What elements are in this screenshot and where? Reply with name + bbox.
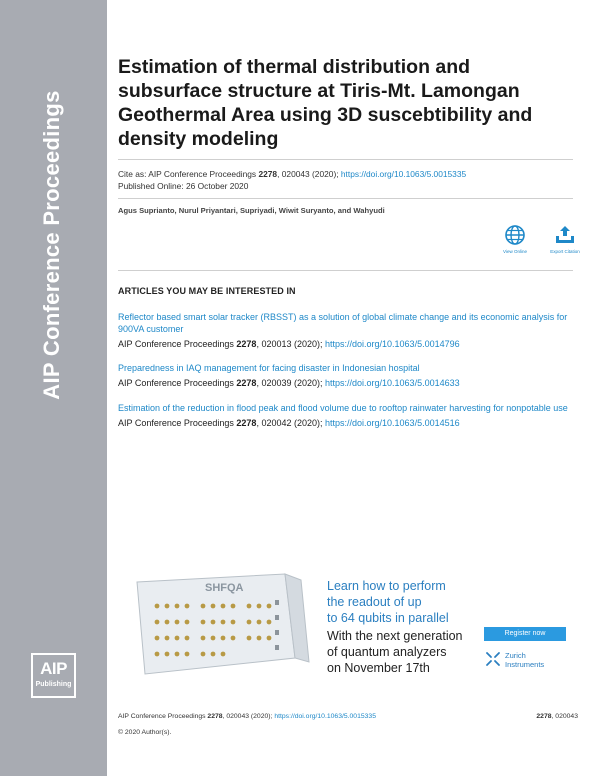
related-article-ref [118,417,573,429]
ref-doi-link[interactable]: https://doi.org/10.1063/5.0014796 [325,339,460,349]
zurich-instruments-logo-icon [484,650,502,668]
copyright: © 2020 Author(s). [118,729,172,736]
ref-journal: AIP Conference Proceedings [118,418,237,428]
authors: Agus Suprianto, Nurul Priyantari, Supriyadi, Wiwit Suryanto, and Wahyudi [118,206,385,215]
divider [118,270,573,271]
view-online-button[interactable] [495,224,535,254]
export-citation-label: Export Citation [550,249,580,254]
export-icon [554,224,576,246]
logo-line-1: AIP [40,659,67,678]
ad-subline [327,628,463,676]
ref-rest: , 020013 (2020); [256,339,325,349]
related-articles-heading: ARTICLES YOU MAY BE INTERESTED IN [118,286,296,296]
ref-volume: 2278 [236,418,257,428]
sidebar [0,0,107,776]
export-citation-button[interactable] [545,224,585,254]
ad-headline [327,578,449,626]
brand-line: Instruments [505,660,545,669]
footer-prefix: AIP Conference Proceedings [118,713,208,720]
doi-link[interactable]: https://doi.org/10.1063/5.0015335 [340,169,467,179]
ref-volume: 2278 [236,339,257,349]
globe-icon [504,224,526,246]
ad-headline-line: to 64 qubits in parallel [327,611,449,625]
aip-publishing-logo[interactable] [31,653,76,698]
ad-headline-line: Learn how to perform [327,579,446,593]
ad-headline-line: the readout of up [327,595,422,609]
advertisement-banner[interactable] [125,570,580,680]
device-label: SHFQA [205,582,244,594]
ref-doi-link[interactable]: https://doi.org/10.1063/5.0014516 [325,418,460,428]
register-now-button[interactable]: Register now [484,627,566,641]
instrument-image [125,570,318,680]
published-date: Published Online: 26 October 2020 [118,181,249,191]
footer-citation [118,713,376,720]
cite-volume: 2278 [258,169,278,179]
cite-rest: , 020043 (2020); [277,169,341,179]
related-article-title[interactable]: Estimation of the reduction in flood peak and flood volume due to rooftop rainwater harvesting for nonpotable use [118,403,568,413]
footer-doi-link[interactable]: https://doi.org/10.1063/5.0015335 [274,713,376,720]
related-article-title[interactable]: Reflector based smart solar tracker (RBSST) as a solution of global climate change and its economic analysis for 900VA customer [118,312,568,334]
cite-prefix: Cite as: AIP Conference Proceedings [118,169,259,179]
related-article-ref [118,377,573,389]
brand-line: Zurich [505,651,526,660]
ad-subline-line: With the next generation [327,629,463,643]
related-article-ref [118,338,573,350]
divider [118,198,573,199]
citation-block [118,168,466,192]
series-title: AIP Conference Proceedings [39,90,64,400]
logo-line-2: Publishing [35,681,72,688]
footer-right-volume: 2278 [536,713,552,720]
ref-rest: , 020039 (2020); [256,378,325,388]
footer-right-rest: , 020043 [551,713,578,720]
ref-rest: , 020042 (2020); [256,418,325,428]
ref-volume: 2278 [236,378,257,388]
ad-subline-line: of quantum analyzers [327,645,447,659]
footer-rest: , 020043 (2020); [222,713,275,720]
article-title: Estimation of thermal distribution and subsurface structure at Tiris-Mt. Lamongan Geothermal Area using 3D suscebtibility and density modeling [118,56,533,150]
footer-page-ref [536,713,578,720]
ref-journal: AIP Conference Proceedings [118,339,237,349]
ref-doi-link[interactable]: https://doi.org/10.1063/5.0014633 [325,378,460,388]
view-online-label: View Online [503,249,527,254]
related-article [118,311,573,350]
zurich-instruments-brand [505,651,575,669]
ref-journal: AIP Conference Proceedings [118,378,237,388]
related-article-title[interactable]: Preparedness in IAQ management for facing disaster in Indonesian hospital [118,363,420,373]
related-article [118,362,573,389]
divider [118,159,573,160]
related-article [118,402,573,429]
footer-volume: 2278 [207,713,223,720]
ad-subline-line: on November 17th [327,661,430,675]
